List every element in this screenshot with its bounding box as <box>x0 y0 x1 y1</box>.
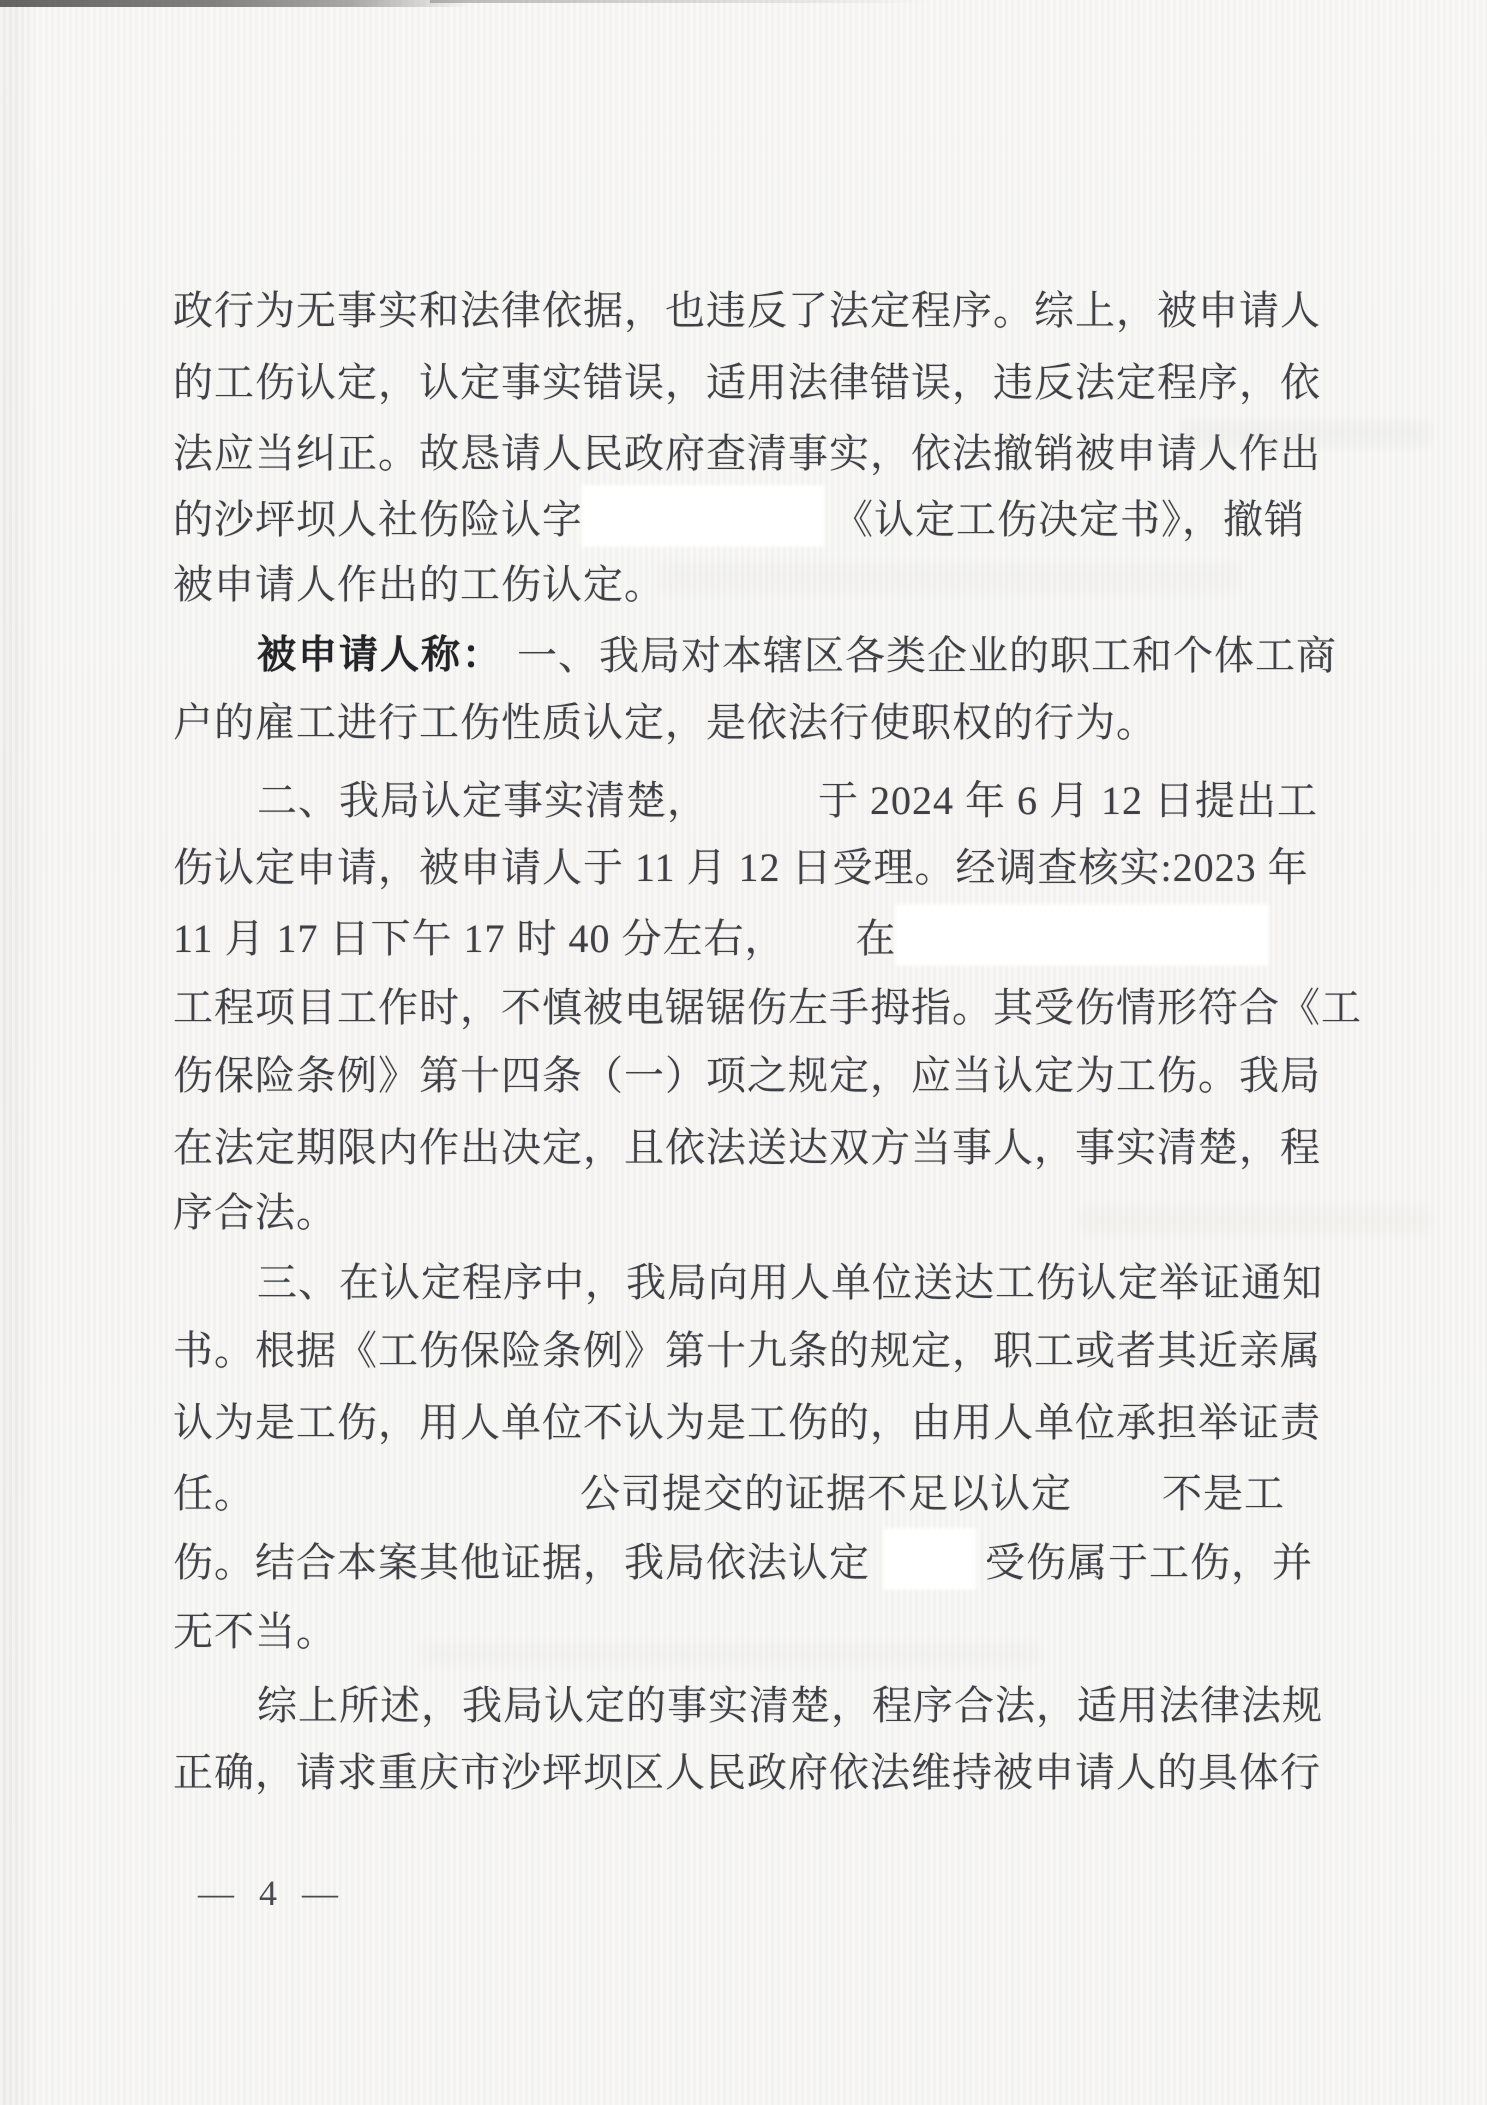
text-run: 三、在认定程序中，我局向用人单位送达工伤认定举证通知 <box>257 1259 1323 1305</box>
bleedthrough-smudge <box>1080 1206 1430 1234</box>
text-run: 正确，请求重庆市沙坪坝区人民政府依法维持被申请人的具体行 <box>173 1749 1321 1795</box>
text-line <box>173 1462 1285 1518</box>
text-run: 的工伤认定，认定事实错误，适用法律错误，违反法定程序，依 <box>173 359 1321 405</box>
text-line <box>173 488 1305 544</box>
redaction-gap <box>255 1489 580 1491</box>
scan-edge-artifact <box>0 0 470 7</box>
redaction-gap <box>708 796 818 798</box>
text-run: 一、我局对本辖区各类企业的职工和个体工商 <box>517 632 1338 678</box>
text-line <box>173 553 665 609</box>
text-line <box>173 1741 1321 1797</box>
text-run: 的沙坪坝人社伤险认字 <box>173 496 583 542</box>
text-run: 受伤属于工伤，并 <box>985 1539 1313 1585</box>
redaction-gap <box>1072 1489 1162 1491</box>
bleedthrough-smudge <box>1180 420 1430 448</box>
bleedthrough-smudge <box>420 1642 1040 1666</box>
text-run: 伤。结合本案其他证据，我局依法认定 <box>173 1539 870 1585</box>
scan-edge-artifact-fade <box>430 0 930 3</box>
redaction-gap <box>823 515 833 517</box>
text-run: 11 月 17 日下午 17 时 40 分左右， <box>173 915 786 961</box>
text-run: 公司提交的证据不足以认定 <box>580 1470 1072 1516</box>
text-line <box>173 351 1321 407</box>
text-line <box>173 279 1321 335</box>
bleedthrough-smudge <box>660 562 1240 594</box>
text-line <box>173 907 1267 963</box>
redaction-box <box>583 487 823 545</box>
text-run: 序合法。 <box>173 1189 337 1235</box>
redaction-gap <box>870 1558 885 1560</box>
page-number: — 4 — <box>198 1873 346 1913</box>
text-run: 工程项目工作时，不慎被电锯锯伤左手拇指。其受伤情形符合《工 <box>173 984 1362 1030</box>
text-line <box>173 1044 1321 1100</box>
text-run: 《认定工伤决定书》，撤销 <box>833 496 1305 542</box>
text-run: 不是工 <box>1162 1470 1285 1516</box>
text-line <box>173 1531 1313 1587</box>
text-run: 户的雇工进行工伤性质认定，是依法行使职权的行为。 <box>173 699 1157 745</box>
text-line <box>257 1251 1323 1307</box>
text-line <box>173 1116 1321 1172</box>
text-line <box>173 1600 337 1656</box>
redaction-gap <box>503 651 517 653</box>
text-line <box>173 976 1362 1032</box>
text-run: 伤保险条例》第十四条（一）项之规定，应当认定为工伤。我局 <box>173 1052 1321 1098</box>
text-run: 于 2024 年 6 月 12 日提出工 <box>818 777 1318 823</box>
redaction-box <box>885 1530 975 1588</box>
text-line <box>257 1674 1323 1730</box>
text-run: 任。 <box>173 1470 255 1516</box>
text-run: 被申请人作出的工伤认定。 <box>173 561 665 607</box>
text-run: 政行为无事实和法律依据，也违反了法定程序。综上，被申请人 <box>173 287 1321 333</box>
text-run: 书。根据《工伤保险条例》第十九条的规定，职工或者其近亲属 <box>173 1327 1321 1373</box>
text-line <box>257 769 1318 825</box>
text-line <box>173 422 1321 478</box>
text-line <box>173 836 1309 892</box>
text-line <box>173 1319 1321 1375</box>
text-run: 综上所述，我局认定的事实清楚，程序合法，适用法律法规 <box>257 1682 1323 1728</box>
text-run: 无不当。 <box>173 1608 337 1654</box>
redaction-gap <box>975 1558 985 1560</box>
text-line <box>173 1181 337 1237</box>
text-run: 二、我局认定事实清楚， <box>257 777 708 823</box>
text-line <box>257 624 1337 680</box>
text-run: 认为是工伤，用人单位不认为是工伤的，由用人单位承担举证责 <box>173 1399 1321 1445</box>
text-line <box>173 691 1157 747</box>
redaction-box <box>897 906 1267 964</box>
text-line <box>173 1391 1321 1447</box>
text-run: 法应当纠正。故恳请人民政府查清事实，依法撤销被申请人作出 <box>173 430 1321 476</box>
text-run: 在 <box>855 915 897 961</box>
redaction-gap <box>786 934 856 936</box>
text-run: 伤认定申请，被申请人于 11 月 12 日受理。经调查核实:2023 年 <box>173 844 1309 890</box>
text-run: 在法定期限内作出决定，且依法送达双方当事人，事实清楚，程 <box>173 1124 1321 1170</box>
bold-text-run: 被申请人称： <box>257 634 504 677</box>
